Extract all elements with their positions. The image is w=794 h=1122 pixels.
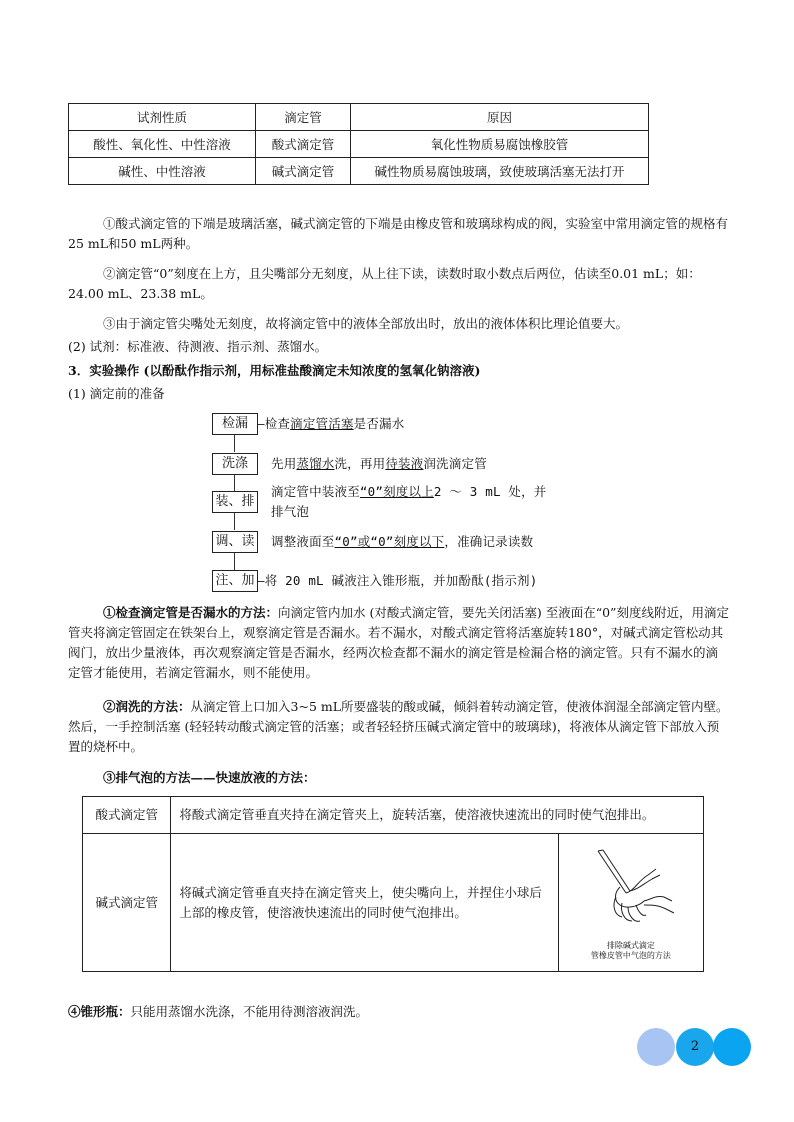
flow-step-text: —将 20 mL 碱液注入锥形瓶，并加酚酞(指示剂) (257, 573, 538, 588)
page-number: 2 (690, 1039, 700, 1054)
method-leak-check: ①检查滴定管是否漏水的方法：向滴定管内加水 (对酸式滴定管，要先关闭活塞) 至液面在“0”刻度线附近，用滴定管夹将滴定管固定在铁架台上，观察滴定管是否漏水。若不漏水，对酸式滴定管将活塞旋转180°，对碱式滴定管松动其阀门，放出少量液体，再次观察滴定管是否漏水，经两次检查都不漏水的滴定管是检漏合格的滴定管。只有不漏水的滴定管才能使用，若滴定管漏水，则不能使用。 (68, 605, 729, 680)
table-cell: 将碱式滴定管垂直夹持在滴定管夹上，使尖嘴向上，并捏住小球后上部的橡皮管，使溶液快速流出的同时使气泡排出。 (171, 834, 558, 972)
table-row (69, 158, 649, 185)
table-cell: 酸式滴定管 (83, 797, 171, 834)
method-bubble-heading: ③排气泡的方法——快速放液的方法： (103, 770, 316, 785)
bubble-removal-table (82, 796, 704, 972)
table-header: 滴定管 (256, 104, 351, 131)
page-decoration-circle (637, 1028, 675, 1066)
table-cell: 碱式滴定管 (83, 834, 171, 972)
table-cell: 酸式滴定管 (256, 131, 351, 158)
paragraph-burette-types: ①酸式滴定管的下端是玻璃活塞，碱式滴定管的下端是由橡皮管和玻璃球构成的阀，实验室中常用滴定管的规格有25 mL和50 mL两种。 (68, 216, 729, 251)
paragraph-zero-mark: ②滴定管“0”刻度在上方，且尖嘴部分无刻度，从上往下读，读数时取小数点后两位，估读至0.01 mL；如：24.00 mL、23.38 mL。 (68, 266, 701, 301)
flow-connector (234, 512, 235, 530)
table-header: 原因 (351, 104, 649, 131)
table-header: 试剂性质 (69, 104, 256, 131)
flow-step-text: 先用蒸馏水洗，再用待装液润洗滴定管 (271, 456, 487, 471)
table-cell: 碱式滴定管 (256, 158, 351, 185)
flow-step-label: 装、排 (212, 491, 258, 513)
table-cell: 氧化性物质易腐蚀橡胶管 (351, 131, 649, 158)
figure-cell (558, 834, 703, 972)
section-heading: 3．实验操作 (以酚酞作指示剂，用标准盐酸滴定未知浓度的氢氧化钠溶液) (68, 363, 481, 378)
figure-caption: 排除碱式滴定 管橡皮管中气泡的方法 (590, 940, 671, 960)
page-decoration-circle (713, 1028, 751, 1066)
flow-connector (234, 475, 235, 491)
table-row (83, 797, 704, 834)
flow-step-text: 滴定管中装液至“0”刻度以上2 ～ 3 mL 处，并 排气泡 (271, 484, 547, 519)
method-rinse: ②润洗的方法：从滴定管上口加入3~5 mL所要盛装的酸或碱，倾斜着转动滴定管，使液体润湿全部滴定管内壁。然后，一手控制活塞 (轻轻转动酸式滴定管的活塞；或者轻轻挤压碱式滴定管中的玻璃球)，将液体从滴定管下部放入预置的烧杯中。 (68, 699, 729, 754)
paragraph-tip: ③由于滴定管尖嘴处无刻度，故将滴定管中的液体全部放出时，放出的液体体积比理论值要大。 (103, 316, 629, 331)
table-row (69, 131, 649, 158)
table-cell: 碱性物质易腐蚀玻璃，致使玻璃活塞无法打开 (351, 158, 649, 185)
flow-connector (234, 434, 235, 452)
burette-hand-illustration (586, 845, 676, 935)
flow-step-label: 注、加 (212, 570, 258, 592)
method-conical-flask: ④锥形瓶：只能用蒸馏水洗涤，不能用待测溶液润洗。 (68, 1004, 369, 1019)
table-header-row (69, 104, 649, 131)
subsection-heading: (1) 滴定前的准备 (68, 386, 165, 401)
flow-step-text: —检查滴定管活塞是否漏水 (257, 416, 405, 431)
table-cell: 碱性、中性溶液 (69, 158, 256, 185)
table-row (83, 834, 704, 972)
flow-step-text: 调整液面至“0”或“0”刻度以下，准确记录读数 (271, 534, 534, 549)
table-cell: 酸性、氧化性、中性溶液 (69, 131, 256, 158)
reagent-table (68, 103, 649, 185)
table-cell: 将酸式滴定管垂直夹持在滴定管夹上，旋转活塞，使溶液快速流出的同时使气泡排出。 (171, 797, 704, 834)
flow-step-label: 检漏 (212, 413, 258, 435)
flow-step-label: 洗涤 (212, 453, 258, 475)
flow-connector (234, 552, 235, 570)
flow-step-label: 调、读 (212, 531, 258, 553)
paragraph-reagents: (2) 试剂：标准液、待测液、指示剂、蒸馏水。 (68, 339, 328, 354)
